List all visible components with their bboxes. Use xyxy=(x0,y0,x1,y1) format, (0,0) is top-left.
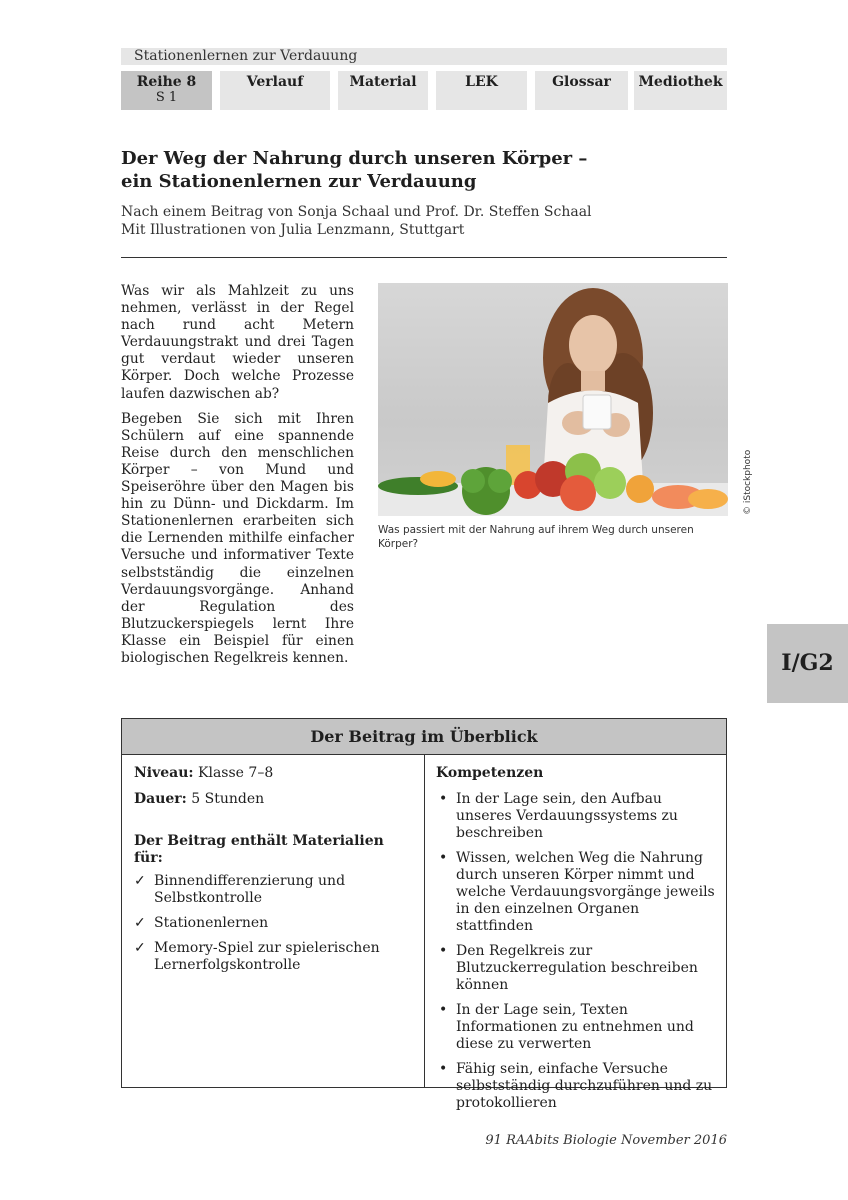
byline-authors: Nach einem Beitrag von Sonja Schaal und Prof. Dr. Steffen Schaal xyxy=(121,204,592,220)
intro-paragraph-2: Begeben Sie sich mit Ihren Schülern auf eine spannende Reise durch den menschlichen Körper – von Mund und Speiseröhre über den Magen bis hin zu Dünn- und Dickdarm. Im Stationenlernen erarbeiten sich die Lernenden mithilfe einfacher Versuche und informativer Texte selbstständig die einzelnen Verdauungsvorgänge. Anhand der Regulation des Blutzuckerspiegels lernt Ihre Klasse ein Beispiel für einen biologischen Regelkreis kennen. xyxy=(121,410,354,666)
series-title-bar: Stationenlernen zur Verdauung xyxy=(121,48,727,65)
dauer-value: 5 Stunden xyxy=(186,791,265,807)
intro-paragraph-1: Was wir als Mahlzeit zu uns nehmen, verlässt in der Regel nach rund acht Metern Verdauungstrakt und drei Tagen gut verdaut wieder unseren Körper. Doch welche Prozesse laufen dazwischen ab? xyxy=(121,283,354,402)
material-text: Memory-Spiel zur spielerischen Lernerfolgskontrolle xyxy=(154,940,380,973)
tab-material-label: Material xyxy=(349,74,417,90)
tab-reihe-page: S 1 xyxy=(155,90,178,105)
overview-column-divider xyxy=(424,754,425,1087)
niveau-value: Klasse 7–8 xyxy=(193,765,274,781)
competence-text: Fähig sein, einfache Versuche selbstständig durchzuführen und zu protokollieren xyxy=(456,1061,713,1111)
niveau-label: Niveau: xyxy=(134,765,194,781)
competences-list xyxy=(436,791,718,1112)
byline xyxy=(121,203,727,239)
tab-mediothek[interactable] xyxy=(634,71,727,110)
competences-heading xyxy=(436,765,718,782)
section-side-tab: I/G2 xyxy=(767,624,848,703)
article-title xyxy=(121,147,727,193)
list-item xyxy=(436,1002,718,1053)
niveau-row xyxy=(134,765,414,782)
tab-verlauf-label: Verlauf xyxy=(246,74,304,90)
overview-right-column xyxy=(436,765,718,1120)
tab-mediothek-label: Mediothek xyxy=(638,74,723,90)
list-item xyxy=(134,915,414,932)
bullet-icon: • xyxy=(439,1061,448,1077)
tab-reihe[interactable] xyxy=(121,71,212,110)
material-text: Binnendifferenzierung und Selbstkontrolle xyxy=(154,873,346,906)
woman-with-vegetables-illustration xyxy=(378,283,728,516)
list-item xyxy=(436,1061,718,1112)
competence-text: Den Regelkreis zur Blutzuckerregulation beschreiben können xyxy=(456,943,698,993)
bullet-icon: • xyxy=(439,850,448,866)
tab-lek[interactable] xyxy=(436,71,527,110)
list-item xyxy=(134,873,414,907)
check-icon: ✓ xyxy=(134,940,146,956)
overview-box xyxy=(121,718,727,1111)
material-text: Stationenlernen xyxy=(154,915,269,931)
tab-lek-label: LEK xyxy=(465,74,498,90)
overview-heading: Der Beitrag im Überblick xyxy=(122,719,726,755)
article-title-line-2: ein Stationenlernen zur Verdauung xyxy=(121,171,477,192)
tab-verlauf[interactable] xyxy=(220,71,330,110)
dauer-label: Dauer: xyxy=(134,791,187,807)
title-divider xyxy=(121,257,727,258)
intro-text xyxy=(121,283,354,675)
photo-credit-text: © iStockphoto xyxy=(743,449,753,515)
photo-caption: Was passiert mit der Nahrung auf ihrem Weg durch unseren Körper? xyxy=(378,524,694,550)
article-title-line-1: Der Weg der Nahrung durch unseren Körper – xyxy=(121,148,588,169)
competence-text: In der Lage sein, den Aufbau unseres Verdauungssystems zu beschreiben xyxy=(456,791,678,841)
list-item xyxy=(436,850,718,935)
byline-illustrator: Mit Illustrationen von Julia Lenzmann, Stuttgart xyxy=(121,222,465,238)
competence-text: In der Lage sein, Texten Informationen zu entnehmen und diese zu verwerten xyxy=(456,1002,694,1052)
list-item xyxy=(134,940,414,974)
competence-text: Wissen, welchen Weg die Nahrung durch unseren Körper nimmt und welche Verdauungsvorgänge jeweils in den einzelnen Organen stattfinden xyxy=(456,850,715,934)
tab-material[interactable] xyxy=(338,71,428,110)
list-item xyxy=(436,943,718,994)
check-icon: ✓ xyxy=(134,915,146,931)
tab-reihe-label: Reihe 8 xyxy=(136,74,197,90)
tab-glossar[interactable] xyxy=(535,71,628,110)
list-item xyxy=(436,791,718,842)
bullet-icon: • xyxy=(439,943,448,959)
competences-heading-text: Kompetenzen xyxy=(436,765,544,781)
bullet-icon: • xyxy=(439,791,448,807)
photo-credit xyxy=(729,449,753,515)
tab-glossar-label: Glossar xyxy=(552,74,611,90)
page-footer: 91 RAAbits Biologie November 2016 xyxy=(485,1133,727,1148)
article-photo xyxy=(378,283,728,516)
overview-left-column xyxy=(134,765,414,982)
bullet-icon: • xyxy=(439,1002,448,1018)
materials-heading xyxy=(134,833,414,867)
dauer-row xyxy=(134,791,414,808)
materials-list xyxy=(134,873,414,974)
materials-heading-text: Der Beitrag enthält Materialien für: xyxy=(134,833,384,866)
check-icon: ✓ xyxy=(134,873,146,889)
